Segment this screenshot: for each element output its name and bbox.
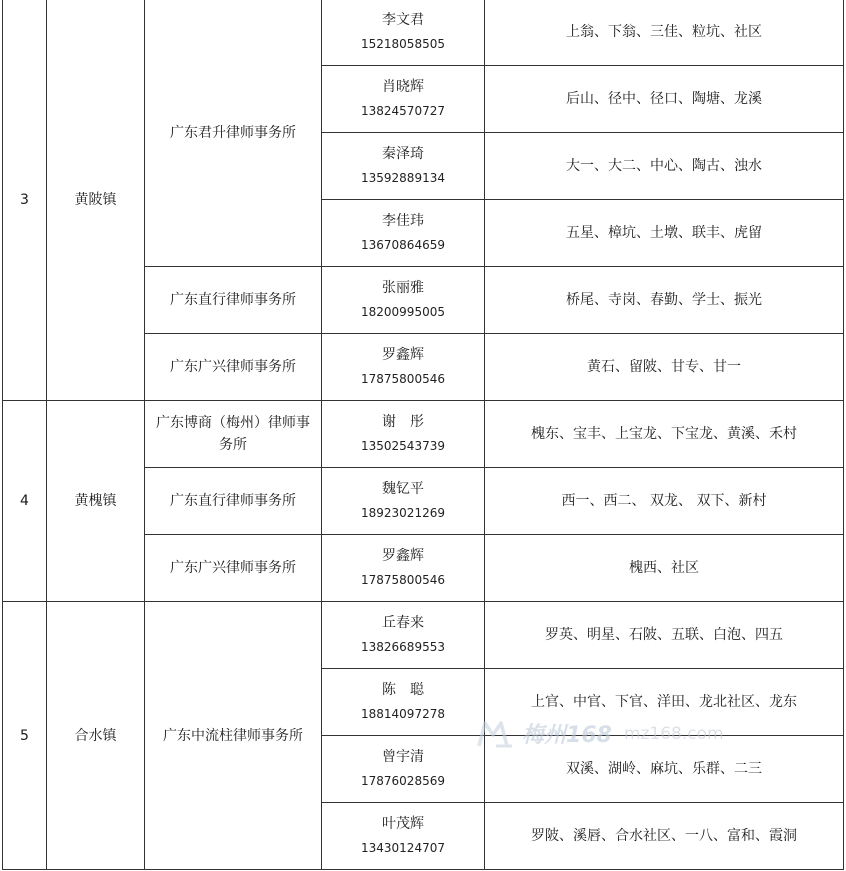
lawyer-name: 肖晓辉 [382, 79, 424, 95]
town-name: 合水镇 [47, 602, 145, 870]
villages-cell: 双溪、湖岭、麻坑、乐群、二三 [485, 736, 844, 803]
row-number: 4 [3, 401, 47, 602]
villages-cell: 桥尾、寺岗、春勤、学士、振光 [485, 267, 844, 334]
lawyer-phone: 17875800546 [361, 372, 445, 386]
lawyer-cell [322, 66, 485, 133]
lawyer-phone: 13430124707 [361, 841, 445, 855]
villages-cell: 罗陂、溪唇、合水社区、一八、富和、霞洞 [485, 803, 844, 870]
lawyer-phone: 13826689553 [361, 640, 445, 654]
law-firm: 广东广兴律师事务所 [145, 334, 322, 401]
lawyer-cell [322, 602, 485, 669]
law-firm: 广东博商（梅州）律师事务所 [145, 401, 322, 468]
villages-cell: 罗英、明星、石陂、五联、白泡、四五 [485, 602, 844, 669]
row-number: 5 [3, 602, 47, 870]
lawyer-name: 曾宇清 [382, 749, 424, 765]
lawyer-name: 陈 聪 [382, 682, 424, 698]
lawyer-cell [322, 133, 485, 200]
lawyer-name: 秦泽琦 [382, 146, 424, 162]
villages-cell: 西一、西二、 双龙、 双下、新村 [485, 468, 844, 535]
lawyer-name: 罗鑫辉 [382, 548, 424, 564]
villages-cell: 五星、樟坑、土墩、联丰、虎留 [485, 200, 844, 267]
villages-cell: 槐东、宝丰、上宝龙、下宝龙、黄溪、禾村 [485, 401, 844, 468]
lawyer-phone: 18200995005 [361, 305, 445, 319]
law-firm: 广东直行律师事务所 [145, 468, 322, 535]
lawyer-phone: 13592889134 [361, 171, 445, 185]
lawyer-phone: 18814097278 [361, 707, 445, 721]
villages-cell: 槐西、社区 [485, 535, 844, 602]
lawyer-phone: 17875800546 [361, 573, 445, 587]
villages-cell: 黄石、留陂、甘专、甘一 [485, 334, 844, 401]
lawyer-phone: 13670864659 [361, 238, 445, 252]
lawyer-cell [322, 468, 485, 535]
lawyer-phone: 15218058505 [361, 37, 445, 51]
villages-cell: 大一、大二、中心、陶古、浊水 [485, 133, 844, 200]
villages-cell: 后山、径中、径口、陶塘、龙溪 [485, 66, 844, 133]
lawyer-name: 罗鑫辉 [382, 347, 424, 363]
lawyer-cell [322, 401, 485, 468]
watermark-url: mz168.com [623, 723, 724, 744]
table-row [3, 602, 844, 669]
law-firm: 广东直行律师事务所 [145, 267, 322, 334]
lawyer-name: 张丽雅 [382, 280, 424, 296]
lawyer-phone: 18923021269 [361, 506, 445, 520]
lawyer-name: 李佳玮 [382, 213, 424, 229]
law-firm: 广东君升律师事务所 [145, 0, 322, 267]
lawyer-name: 丘春来 [382, 615, 424, 631]
lawyer-name: 谢 彤 [382, 414, 424, 430]
lawyer-cell [322, 0, 485, 66]
lawyer-cell [322, 200, 485, 267]
lawyer-phone: 17876028569 [361, 774, 445, 788]
law-firm: 广东中流柱律师事务所 [145, 602, 322, 870]
lawyer-name: 叶茂辉 [382, 816, 424, 832]
town-name: 黄槐镇 [47, 401, 145, 602]
lawyer-name: 魏钇平 [382, 481, 424, 497]
table-row [3, 401, 844, 468]
lawyer-cell [322, 669, 485, 736]
law-firm: 广东广兴律师事务所 [145, 535, 322, 602]
lawyer-cell [322, 267, 485, 334]
lawyer-cell [322, 334, 485, 401]
lawyer-phone: 13824570727 [361, 104, 445, 118]
lawyer-assignment-table [2, 0, 844, 870]
lawyer-cell [322, 736, 485, 803]
villages-cell: 上翁、下翁、三佳、粒坑、社区 [485, 0, 844, 66]
watermark-brand: 梅州168 [522, 723, 612, 748]
lawyer-name: 李文君 [382, 12, 424, 28]
villages-cell: 上官、中官、下官、洋田、龙北社区、龙东 [485, 669, 844, 736]
table-row [3, 0, 844, 66]
lawyer-cell [322, 535, 485, 602]
lawyer-cell [322, 803, 485, 870]
lawyer-phone: 13502543739 [361, 439, 445, 453]
town-name: 黄陂镇 [47, 0, 145, 401]
row-number: 3 [3, 0, 47, 401]
